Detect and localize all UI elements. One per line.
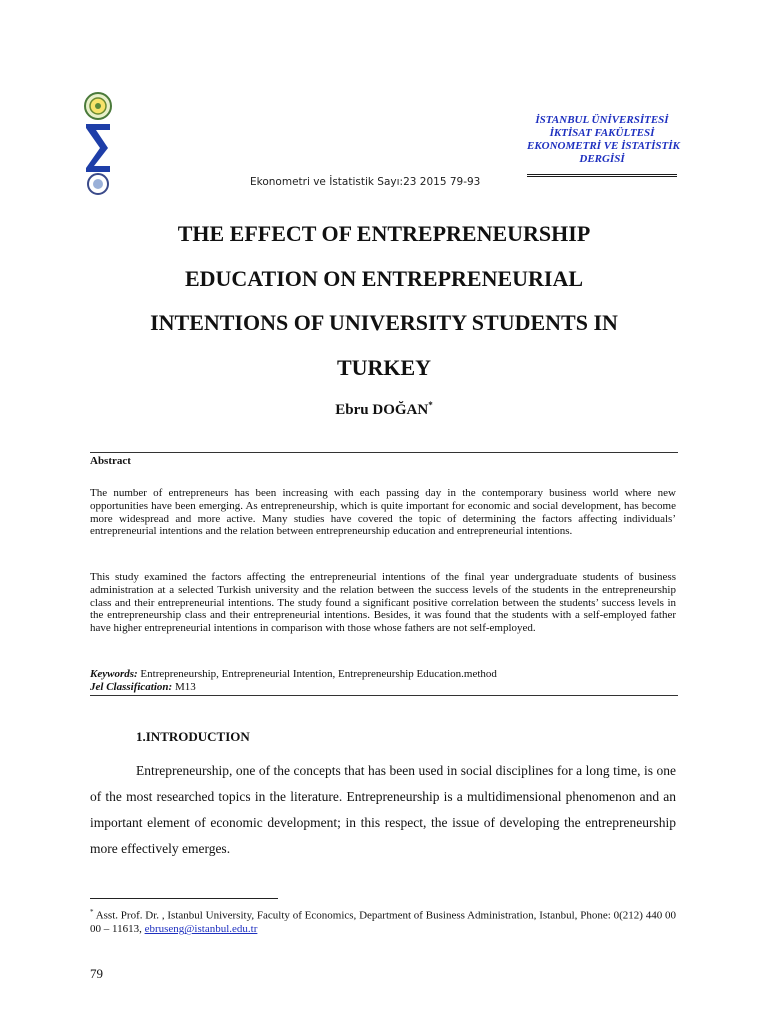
abstract-top-rule bbox=[90, 452, 678, 453]
abstract-paragraph: The number of entrepreneurs has been increasing with each passing day in the contemporary business world where new opportunities have been emerging. As entrepreneurship, which is quite important for economic and social development, has become more widespread and more active. Many studies have covered the topic of determining the factors affecting individuals’ entrepreneurial intentions and the relation between entrepreneurship education and entrepreneurial intentions. bbox=[90, 487, 676, 538]
abstract-paragraph: This study examined the factors affecting the entrepreneurial intentions of the final year undergraduate students of business administration at a selected Turkish university and the relation between the success levels of the students in the entrepreneurship class and their entrepreneurial intentions. The study found a significant positive correlation between the students’ success levels in the entrepreneurship class and their entrepreneurial intentions. Besides, it was found that the students with a self-employed father have higher entrepreneurial intentions in comparison with those whose fathers are not self-employed. bbox=[90, 571, 676, 635]
paper-title bbox=[90, 212, 678, 390]
author bbox=[90, 400, 678, 419]
jel-label: Jel Classification: bbox=[90, 681, 173, 693]
journal-header-line: İSTANBUL ÜNİVERSİTESİ bbox=[535, 114, 669, 126]
keywords-label: Keywords: bbox=[90, 668, 138, 680]
title-line: INTENTIONS OF UNIVERSITY STUDENTS IN bbox=[150, 310, 618, 335]
journal-header-line: EKONOMETRİ VE İSTATİSTİK bbox=[527, 140, 680, 152]
keywords bbox=[90, 668, 497, 681]
abstract-label: Abstract bbox=[90, 455, 131, 467]
section-heading: 1.INTRODUCTION bbox=[136, 729, 250, 744]
section-body: Entrepreneurship, one of the concepts that has been used in social disciplines for a long time, is one of the most researched topics in the literature. Entrepreneurship is a multidimensional phenomenon and an important element of economic development; in this respect, the issue of developing the entrepreneurship more effectively emerges. bbox=[90, 763, 676, 856]
jel-value: M13 bbox=[172, 681, 196, 693]
footnote-email-link[interactable]: ebruseng@istanbul.edu.tr bbox=[144, 923, 258, 936]
jel-classification bbox=[90, 681, 196, 694]
journal-header-line: İKTİSAT FAKÜLTESİ bbox=[549, 127, 655, 139]
sigma-seal-logo-icon bbox=[78, 90, 118, 196]
author-name: Ebru DOĞAN bbox=[335, 402, 429, 418]
journal-reference: Ekonometri ve İstatistik Sayı:23 2015 79-93 bbox=[250, 176, 481, 188]
keywords-value: Entrepreneurship, Entrepreneurial Intention, Entrepreneurship Education.method bbox=[137, 668, 497, 680]
page-number: 79 bbox=[90, 966, 103, 981]
title-line: THE EFFECT OF ENTREPRENEURSHIP bbox=[177, 221, 591, 246]
journal-header bbox=[527, 114, 680, 177]
abstract-bottom-rule bbox=[90, 695, 678, 696]
title-line: EDUCATION ON ENTREPRENEURIAL bbox=[184, 265, 584, 291]
footnote-rule bbox=[90, 898, 278, 899]
footnote-marker: * bbox=[90, 908, 94, 916]
title-line: TURKEY bbox=[336, 354, 432, 380]
journal-header-line: DERGİSİ bbox=[579, 153, 625, 165]
footnote bbox=[90, 906, 676, 937]
footnote-text: Asst. Prof. Dr. , Istanbul University, Faculty of Economics, Department of Business Administration, Istanbul, Phone: 0(212) 440 00 00 – 11613, bbox=[90, 909, 676, 936]
author-footnote-marker[interactable]: * bbox=[428, 400, 433, 410]
